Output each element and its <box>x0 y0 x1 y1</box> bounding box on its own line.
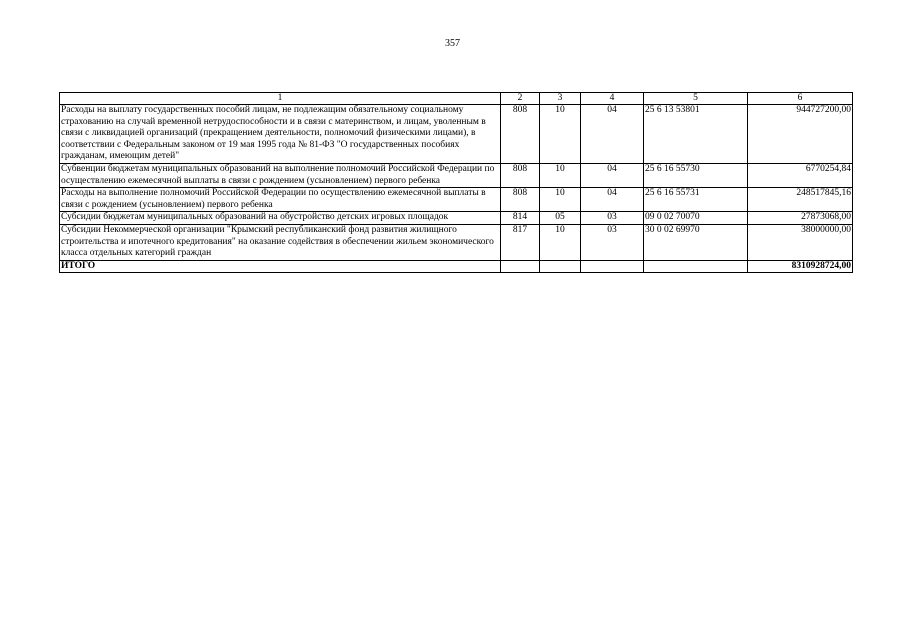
target-article-code: 25 6 16 55731 <box>644 188 748 212</box>
amount: 27873068,00 <box>748 212 853 225</box>
table-header-row <box>60 93 853 105</box>
column-header: 1 <box>60 93 501 105</box>
grbs-code: 808 <box>501 188 540 212</box>
column-header: 3 <box>540 93 581 105</box>
total-amount: 8310928724,00 <box>748 260 853 273</box>
total-label: ИТОГО <box>60 260 501 273</box>
budget-table <box>59 92 853 273</box>
table-row <box>60 105 853 164</box>
section-code: 10 <box>540 188 581 212</box>
empty-cell <box>581 260 644 273</box>
subsection-code: 03 <box>581 224 644 260</box>
amount: 944727200,00 <box>748 105 853 164</box>
empty-cell <box>540 260 581 273</box>
target-article-code: 30 0 02 69970 <box>644 224 748 260</box>
section-code: 10 <box>540 105 581 164</box>
subsection-code: 04 <box>581 163 644 187</box>
table-row <box>60 163 853 187</box>
expense-name: Расходы на выплату государственных пособий лицам, не подлежащим обязательному социальному страхованию на случай временной нетрудоспособности и в связи с материнством, и лицам, уволенным в связи с ликвидацией организаций (прекращением деятельности, полномочий физическими лицами), в соответствии с Федеральным законом от 19 мая 1995 года № 81-ФЗ "О государственных пособиях гражданам, имеющим детей" <box>60 105 501 164</box>
expense-name: Субвенции бюджетам муниципальных образований на выполнение полномочий Российской Федерации по осуществлению ежемесячной выплаты в связи с рождением (усыновлением) первого ребенка <box>60 163 501 187</box>
amount: 6770254,84 <box>748 163 853 187</box>
expense-name: Субсидии бюджетам муниципальных образований на обустройство детских игровых площадок <box>60 212 501 225</box>
section-code: 10 <box>540 163 581 187</box>
column-header: 2 <box>501 93 540 105</box>
amount: 248517845,16 <box>748 188 853 212</box>
subsection-code: 04 <box>581 105 644 164</box>
section-code: 10 <box>540 224 581 260</box>
expense-name: Расходы на выполнение полномочий Российской Федерации по осуществлению ежемесячной выплаты в связи с рождением (усыновлением) первого ребенка <box>60 188 501 212</box>
subsection-code: 03 <box>581 212 644 225</box>
column-header: 5 <box>644 93 748 105</box>
section-code: 05 <box>540 212 581 225</box>
expense-name: Субсидии Некоммерческой организации "Крымский республиканский фонд развития жилищного строительства и ипотечного кредитования" на оказание содействия в обеспечении жильем экономического класса отдельных категорий граждан <box>60 224 501 260</box>
table-row <box>60 188 853 212</box>
table-row <box>60 212 853 225</box>
subsection-code: 04 <box>581 188 644 212</box>
empty-cell <box>644 260 748 273</box>
grbs-code: 808 <box>501 105 540 164</box>
table-row <box>60 224 853 260</box>
target-article-code: 25 6 16 55730 <box>644 163 748 187</box>
grbs-code: 808 <box>501 163 540 187</box>
target-article-code: 25 6 13 53801 <box>644 105 748 164</box>
grbs-code: 817 <box>501 224 540 260</box>
amount: 38000000,00 <box>748 224 853 260</box>
total-row <box>60 260 853 273</box>
target-article-code: 09 0 02 70070 <box>644 212 748 225</box>
column-header: 6 <box>748 93 853 105</box>
grbs-code: 814 <box>501 212 540 225</box>
empty-cell <box>501 260 540 273</box>
page-number: 357 <box>445 38 460 49</box>
column-header: 4 <box>581 93 644 105</box>
